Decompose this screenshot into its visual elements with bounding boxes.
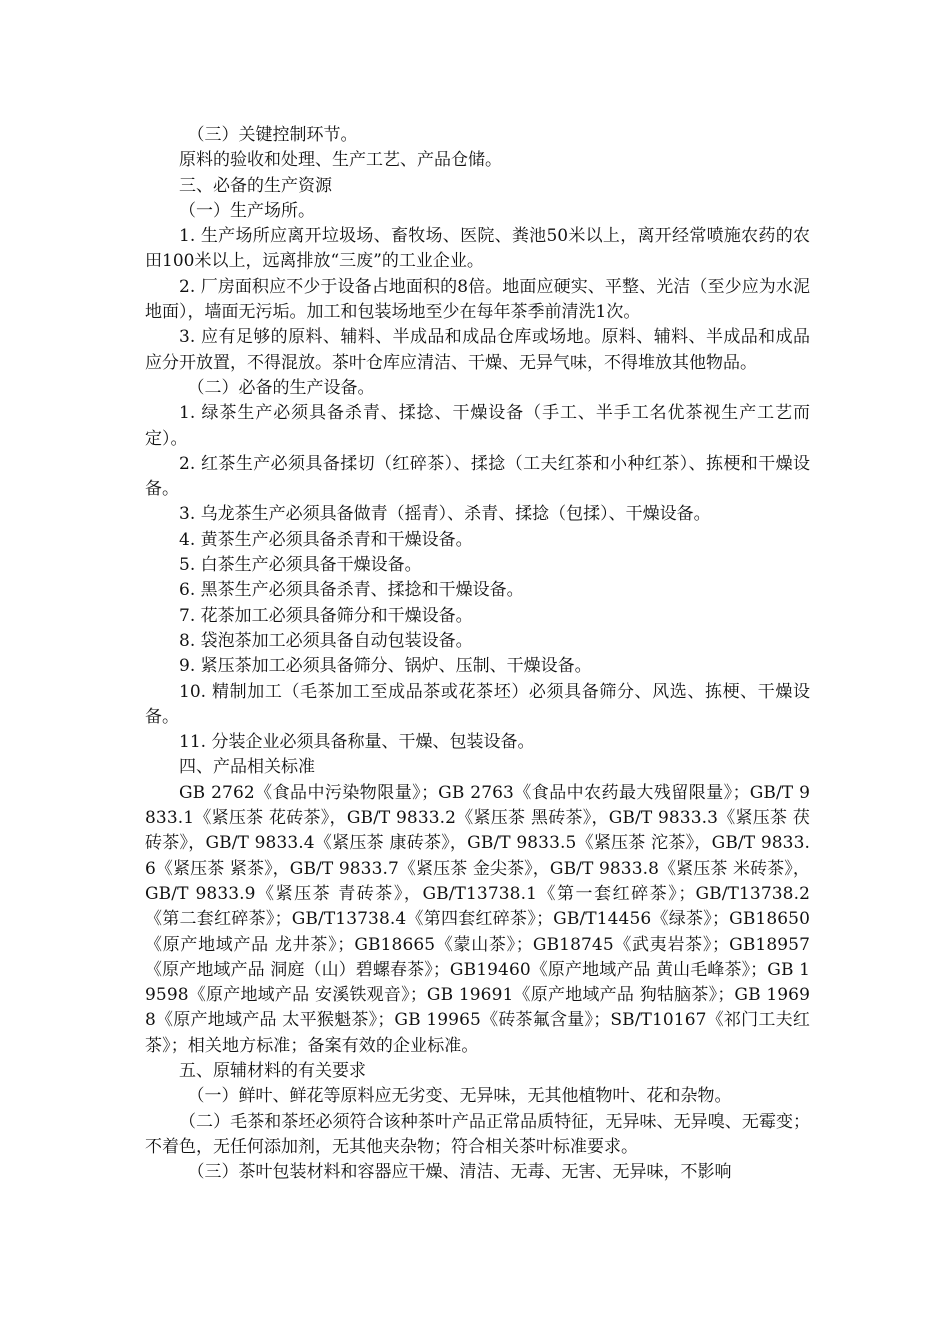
body-paragraph: 原料的验收和处理、生产工艺、产品仓储。 [179, 150, 502, 171]
standards-paragraph: GB 2762《食品中污染物限量》；GB 2763《食品中农药最大残留限量》；GB/T 9833.1《紧压茶 花砖茶》，GB/T 9833.2《紧压茶 黑砖茶》，GB/T 9833.3《紧压茶 茯砖茶》，GB/T 9833.4《紧压茶 康砖茶》，GB/T 9833.5《紧压茶 沱茶》，GB/T 9833.6《紧压茶 紧茶》，GB/T 9833.7《紧压茶 金尖茶》，GB/T 9833.8《紧压茶 米砖茶》，GB/T 9833.9《紧压茶 青砖茶》，GB/T13738.1《第一套红碎茶》；GB/T13738.2《第二套红碎茶》；GB/T13738.4《第四套红碎茶》；GB/T14456《绿茶》；GB18650《原产地域产品 龙井茶》；GB18665《蒙山茶》；GB18745《武夷岩茶》；GB18957《原产地域产品 洞庭（山）碧螺春茶》；GB19460《原产地域产品 黄山毛峰茶》；GB 19598《原产地域产品 安溪铁观音》；GB 19691《原产地域产品 狗牯脑茶》；GB 19698《原产地域产品 太平猴魁茶》；GB 19965《砖茶氟含量》；SB/T10167《祁门工夫红茶》；相关地方标准；备案有效的企业标准。 [145, 782, 810, 1056]
list-item: 8. 袋泡茶加工必须具备自动包装设备。 [179, 630, 473, 651]
list-item: 11. 分装企业必须具备称量、干燥、包装设备。 [179, 732, 535, 753]
list-item: 10. 精制加工（毛茶加工至成品茶或花茶坯）必须具备筛分、风选、拣梗、干燥设备。 [145, 681, 810, 727]
body-paragraph: （三）茶叶包装材料和容器应干燥、清洁、无毒、无害、无异味，不影响 [187, 1162, 732, 1183]
list-item: 1. 生产场所应离开垃圾场、畜牧场、医院、粪池50米以上，离开经常喷施农药的农田100米以上，远离排放“三废”的工业企业。 [145, 226, 810, 272]
body-paragraph: （二）毛茶和茶坯必须符合该种茶叶产品正常品质特征，无异味、无异嗅、无霉变；不着色，无任何添加剂，无其他夹杂物；符合相关茶叶标准要求。 [145, 1111, 810, 1157]
section-heading: 三、必备的生产资源 [179, 175, 332, 196]
subsection-heading: （三）关键控制环节。 [187, 125, 358, 145]
section-heading: 五、原辅材料的有关要求 [179, 1060, 366, 1081]
body-paragraph: （一）鲜叶、鲜花等原料应无劣变、无异味，无其他植物叶、花和杂物。 [187, 1086, 732, 1107]
list-item: 4. 黄茶生产必须具备杀青和干燥设备。 [179, 529, 473, 550]
list-item: 2. 厂房面积应不少于设备占地面积的8倍。地面应硬实、平整、光洁（至少应为水泥地面），墙面无污垢。加工和包装场地至少在每年茶季前清洗1次。 [145, 276, 810, 323]
list-item: 3. 应有足够的原料、辅料、半成品和成品仓库或场地。原料、辅料、半成品和成品应分开放置，不得混放。茶叶仓库应清洁、干燥、无异气味，不得堆放其他物品。 [145, 327, 810, 373]
list-item: 7. 花茶加工必须具备筛分和干燥设备。 [179, 605, 473, 626]
document-page [145, 123, 810, 1185]
list-item: 3. 乌龙茶生产必须具备做青（摇青）、杀青、揉捻（包揉）、干燥设备。 [179, 504, 711, 525]
list-item: 9. 紧压茶加工必须具备筛分、锅炉、压制、干燥设备。 [179, 656, 592, 677]
subsection-heading: （一）生产场所。 [179, 200, 315, 221]
subsection-heading: （二）必备的生产设备。 [187, 377, 375, 398]
list-item: 5. 白茶生产必须具备干燥设备。 [179, 555, 422, 576]
list-item: 6. 黑茶生产必须具备杀青、揉捻和干燥设备。 [179, 580, 524, 601]
list-item: 1. 绿茶生产必须具备杀青、揉捻、干燥设备（手工、半手工名优茶视生产工艺而定）。 [145, 403, 810, 449]
section-heading: 四、产品相关标准 [179, 757, 315, 778]
list-item: 2. 红茶生产必须具备揉切（红碎茶）、揉捻（工夫红茶和小种红茶）、拣梗和干燥设备。 [145, 453, 810, 500]
